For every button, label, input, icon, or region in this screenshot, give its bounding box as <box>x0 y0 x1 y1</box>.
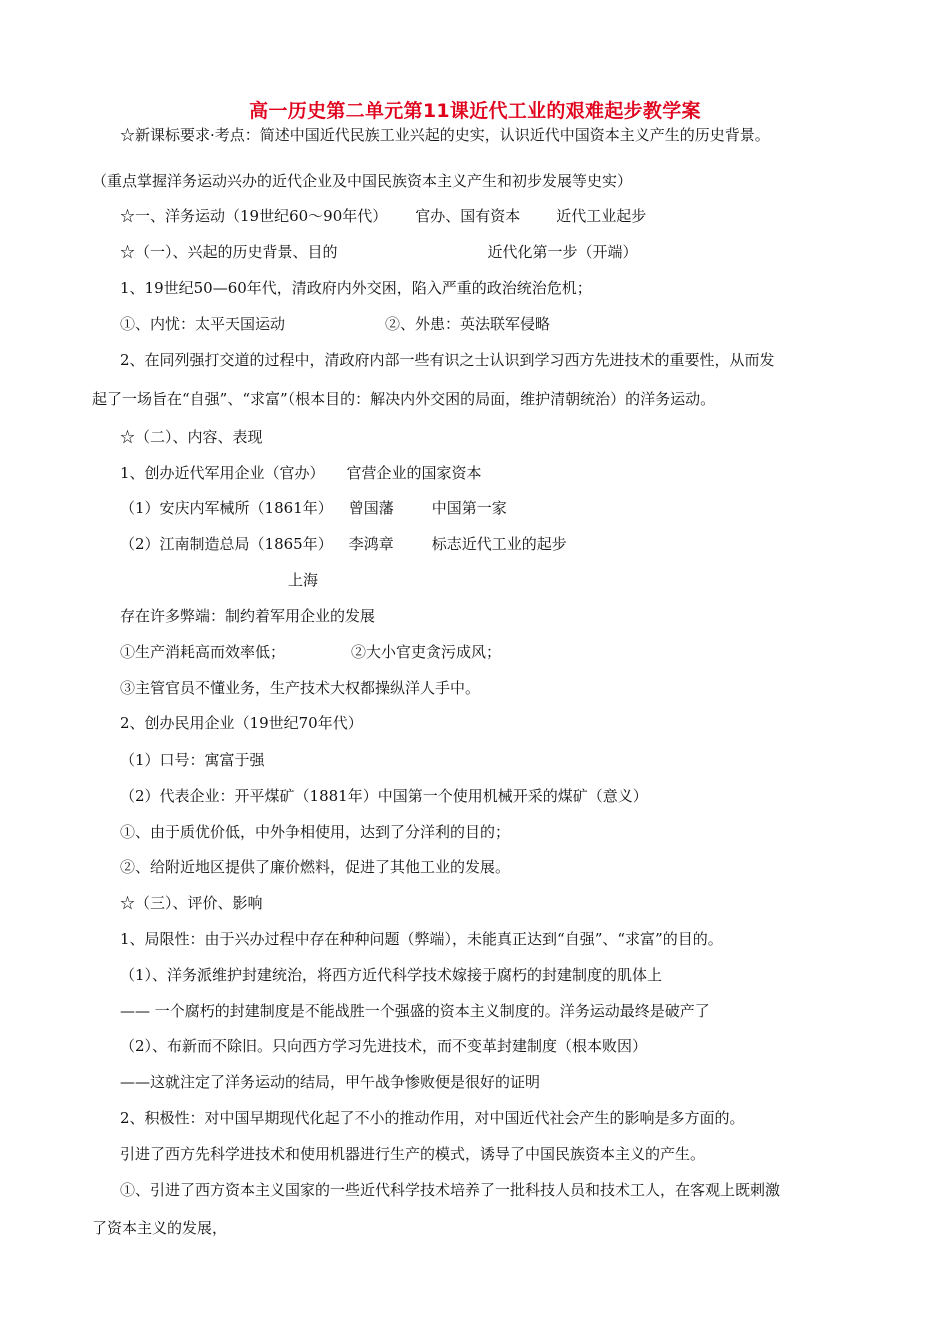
internal-trouble: ①、内忧：太平天国运动 <box>120 315 286 333</box>
paragraph-line: 起了一场旨在“自强”、“求富”（根本目的：解决内外交困的局面，维护清朝统治）的洋务运动。 <box>92 390 716 408</box>
page-title: 高一历史第二单元第11课近代工业的艰难起步教学案 <box>249 100 701 122</box>
subsection-heading-content: ☆（二）、内容、表现 <box>120 428 263 446</box>
paragraph-line: 2、积极性：对中国早期现代化起了不小的推动作用，对中国近代社会产生的影响是多方面的。 <box>120 1109 745 1127</box>
jiangnan-location: 上海 <box>288 571 319 589</box>
jiangnan-arsenal: （2）江南制造总局（1865年） <box>120 535 333 553</box>
subsection-heading-background <box>120 242 638 262</box>
subsection-heading-text: ☆（一）、兴起的历史背景、目的 <box>120 243 338 261</box>
drawback-2: ②大小官吏贪污成风； <box>351 643 502 661</box>
paragraph-line: 2、在同列强打交道的过程中，清政府内部一些有识之士认识到学习西方先进技术的重要性，从而发 <box>120 351 775 369</box>
anqing-founder: 曾国藩 <box>348 499 394 517</box>
paragraph-line <box>120 642 501 662</box>
paragraph-line <box>120 534 567 554</box>
paragraph-line: ——这就注定了洋务运动的结局，甲午战争惨败便是很好的证明 <box>120 1073 541 1091</box>
paragraph-line: ③主管官员不懂业务，生产技术大权都操纵洋人手中。 <box>120 679 481 697</box>
drawback-1: ①生产消耗高而效率低； <box>120 643 286 661</box>
paragraph-line: 1、19世纪50—60年代，清政府内外交困，陷入严重的政治统治危机； <box>120 279 592 297</box>
section-heading-text: ☆一、洋务运动（19世纪60～90年代） <box>120 207 388 225</box>
paragraph-line: （1）、洋务派维护封建统治，将西方近代科学技术嫁接于腐朽的封建制度的肌体上 <box>120 966 663 984</box>
jiangnan-founder: 李鸿章 <box>348 535 394 553</box>
anqing-note: 中国第一家 <box>431 499 507 517</box>
subsection-note-first-step: 近代化第一步（开端） <box>487 243 638 261</box>
section-heading-yangwu <box>120 206 646 226</box>
paragraph-line <box>120 463 482 483</box>
paragraph-line: —— 一个腐朽的封建制度是不能战胜一个强盛的资本主义制度的。洋务运动最终是破产了 <box>120 1002 710 1020</box>
military-enterprise: 1、创办近代军用企业（官办） <box>120 464 325 482</box>
paragraph-line: （1）口号：寓富于强 <box>120 751 265 769</box>
external-trouble: ②、外患：英法联军侵略 <box>385 315 551 333</box>
paragraph-line: （2）代表企业：开平煤矿（1881年）中国第一个使用机械开采的煤矿（意义） <box>120 787 648 805</box>
paragraph-line: ①、引进了西方资本主义国家的一些近代科学技术培养了一批科技人员和技术工人，在客观上既刺激 <box>120 1181 781 1199</box>
paragraph-line: 2、创办民用企业（19世纪70年代） <box>120 714 363 732</box>
paragraph-line <box>120 498 507 518</box>
curriculum-requirement-line: ☆新课标要求·考点：简述中国近代民族工业兴起的史实，认识近代中国资本主义产生的历史背景。 <box>120 126 770 144</box>
paragraph-line: 1、局限性：由于兴办过程中存在种种问题（弊端），未能真正达到“自强”、“求富”的目的。 <box>120 930 723 948</box>
section-note-capital: 官办、国有资本 <box>415 207 521 225</box>
paragraph-line: （2）、布新而不除旧。只向西方学习先进技术，而不变革封建制度（根本败因） <box>120 1037 648 1055</box>
jiangnan-note: 标志近代工业的起步 <box>431 535 567 553</box>
anqing-arsenal: （1）安庆内军械所（1861年） <box>120 499 333 517</box>
paragraph-line: 了资本主义的发展， <box>92 1219 228 1237</box>
key-points-note: （重点掌握洋务运动兴办的近代企业及中国民族资本主义产生和初步发展等史实） <box>92 172 633 190</box>
subsection-heading-evaluation: ☆（三）、评价、影响 <box>120 894 263 912</box>
paragraph-line: ②、给附近地区提供了廉价燃料，促进了其他工业的发展。 <box>120 858 511 876</box>
section-note-start: 近代工业起步 <box>556 207 647 225</box>
paragraph-line: 存在许多弊端：制约着军用企业的发展 <box>120 607 376 625</box>
paragraph-line: 引进了西方先科学进技术和使用机器进行生产的模式，诱导了中国民族资本主义的产生。 <box>120 1145 706 1163</box>
paragraph-line <box>120 314 550 334</box>
paragraph-line: ①、由于质优价低，中外争相使用，达到了分洋利的目的； <box>120 823 511 841</box>
military-enterprise-note: 官营企业的国家资本 <box>346 464 482 482</box>
